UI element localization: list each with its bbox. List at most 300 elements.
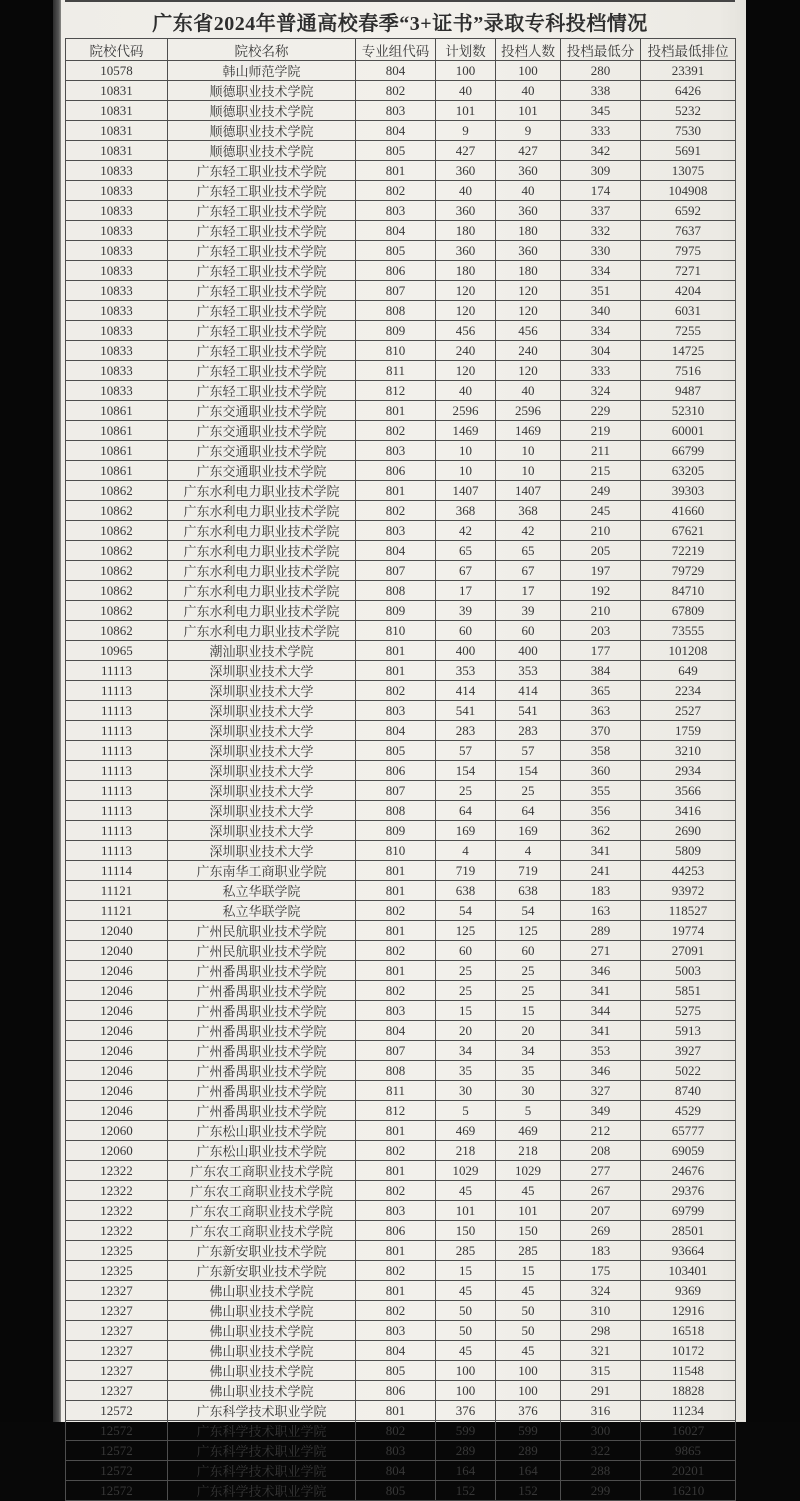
admission-score-table bbox=[65, 38, 736, 1501]
table-cell: 44253 bbox=[641, 861, 736, 881]
table-row bbox=[66, 261, 736, 281]
table-cell: 174 bbox=[561, 181, 641, 201]
table-cell: 1029 bbox=[496, 1161, 561, 1181]
table-cell: 72219 bbox=[641, 541, 736, 561]
table-cell: 5691 bbox=[641, 141, 736, 161]
table-cell: 368 bbox=[496, 501, 561, 521]
table-cell: 17 bbox=[496, 581, 561, 601]
table-cell: 5 bbox=[436, 1101, 496, 1121]
table-cell: 5003 bbox=[641, 961, 736, 981]
table-cell: 10965 bbox=[66, 641, 168, 661]
table-cell: 10172 bbox=[641, 1341, 736, 1361]
table-row bbox=[66, 1241, 736, 1261]
table-cell: 15 bbox=[496, 1261, 561, 1281]
table-cell: 30 bbox=[436, 1081, 496, 1101]
table-cell: 12046 bbox=[66, 1001, 168, 1021]
page-title: 广东省2024年普通高校春季“3+证书”录取专科投档情况 bbox=[152, 13, 648, 35]
table-cell: 806 bbox=[356, 461, 436, 481]
table-row bbox=[66, 321, 736, 341]
table-cell: 佛山职业技术学院 bbox=[168, 1381, 356, 1401]
table-cell: 315 bbox=[561, 1361, 641, 1381]
table-cell: 佛山职业技术学院 bbox=[168, 1341, 356, 1361]
table-cell: 40 bbox=[436, 81, 496, 101]
table-cell: 11113 bbox=[66, 781, 168, 801]
table-cell: 125 bbox=[496, 921, 561, 941]
table-cell: 广州民航职业技术学院 bbox=[168, 941, 356, 961]
table-cell: 65 bbox=[436, 541, 496, 561]
table-row bbox=[66, 1461, 736, 1481]
table-cell: 11121 bbox=[66, 881, 168, 901]
table-cell: 180 bbox=[436, 221, 496, 241]
table-cell: 广东交通职业技术学院 bbox=[168, 401, 356, 421]
table-cell: 803 bbox=[356, 441, 436, 461]
table-row bbox=[66, 441, 736, 461]
table-cell: 10833 bbox=[66, 361, 168, 381]
table-cell: 广东农工商职业技术学院 bbox=[168, 1221, 356, 1241]
table-cell: 广州民航职业技术学院 bbox=[168, 921, 356, 941]
table-cell: 360 bbox=[496, 241, 561, 261]
table-cell: 67809 bbox=[641, 601, 736, 621]
table-cell: 801 bbox=[356, 1161, 436, 1181]
table-cell: 20 bbox=[436, 1021, 496, 1041]
table-cell: 806 bbox=[356, 761, 436, 781]
table-cell: 7637 bbox=[641, 221, 736, 241]
table-cell: 164 bbox=[496, 1461, 561, 1481]
table-row bbox=[66, 1381, 736, 1401]
table-cell: 285 bbox=[496, 1241, 561, 1261]
table-cell: 803 bbox=[356, 1201, 436, 1221]
table-cell: 2234 bbox=[641, 681, 736, 701]
table-cell: 6426 bbox=[641, 81, 736, 101]
table-cell: 14725 bbox=[641, 341, 736, 361]
table-cell: 广东水利电力职业技术学院 bbox=[168, 501, 356, 521]
table-cell: 4 bbox=[436, 841, 496, 861]
table-cell: 809 bbox=[356, 821, 436, 841]
table-cell: 12322 bbox=[66, 1201, 168, 1221]
table-cell: 807 bbox=[356, 561, 436, 581]
table-cell: 25 bbox=[496, 981, 561, 1001]
table-cell: 广州番禺职业技术学院 bbox=[168, 1041, 356, 1061]
table-cell: 427 bbox=[496, 141, 561, 161]
table-cell: 100 bbox=[436, 1381, 496, 1401]
table-cell: 169 bbox=[496, 821, 561, 841]
table-row bbox=[66, 521, 736, 541]
table-cell: 广州番禺职业技术学院 bbox=[168, 1061, 356, 1081]
table-cell: 807 bbox=[356, 781, 436, 801]
table-cell: 广州番禺职业技术学院 bbox=[168, 1101, 356, 1121]
table-cell: 深圳职业技术大学 bbox=[168, 741, 356, 761]
table-row bbox=[66, 1481, 736, 1501]
table-cell: 309 bbox=[561, 161, 641, 181]
table-cell: 638 bbox=[496, 881, 561, 901]
table-cell: 12327 bbox=[66, 1281, 168, 1301]
table-cell: 34 bbox=[496, 1041, 561, 1061]
table-cell: 100 bbox=[436, 1361, 496, 1381]
table-cell: 183 bbox=[561, 881, 641, 901]
table-cell: 353 bbox=[561, 1041, 641, 1061]
table-cell: 175 bbox=[561, 1261, 641, 1281]
column-header: 投档人数 bbox=[496, 39, 561, 61]
table-cell: 广东交通职业技术学院 bbox=[168, 421, 356, 441]
table-cell: 801 bbox=[356, 1281, 436, 1301]
table-cell: 341 bbox=[561, 1021, 641, 1041]
table-cell: 1407 bbox=[496, 481, 561, 501]
table-cell: 12040 bbox=[66, 941, 168, 961]
cropped-row-border bbox=[65, 0, 735, 2]
table-cell: 10833 bbox=[66, 161, 168, 181]
table-cell: 360 bbox=[436, 201, 496, 221]
column-header: 院校名称 bbox=[168, 39, 356, 61]
table-row bbox=[66, 1401, 736, 1421]
table-cell: 10862 bbox=[66, 481, 168, 501]
table-cell: 197 bbox=[561, 561, 641, 581]
table-cell: 299 bbox=[561, 1481, 641, 1501]
table-cell: 208 bbox=[561, 1141, 641, 1161]
table-cell: 10 bbox=[496, 461, 561, 481]
table-cell: 163 bbox=[561, 901, 641, 921]
table-cell: 376 bbox=[496, 1401, 561, 1421]
table-cell: 120 bbox=[496, 281, 561, 301]
table-row bbox=[66, 601, 736, 621]
table-row bbox=[66, 141, 736, 161]
table-cell: 801 bbox=[356, 1121, 436, 1141]
table-cell: 60 bbox=[436, 941, 496, 961]
table-cell: 广东轻工职业技术学院 bbox=[168, 261, 356, 281]
table-cell: 10833 bbox=[66, 281, 168, 301]
table-cell: 65 bbox=[496, 541, 561, 561]
table-cell: 809 bbox=[356, 601, 436, 621]
table-row bbox=[66, 841, 736, 861]
table-cell: 365 bbox=[561, 681, 641, 701]
table-cell: 240 bbox=[436, 341, 496, 361]
table-cell: 414 bbox=[436, 681, 496, 701]
table-cell: 广东南华工商职业学院 bbox=[168, 861, 356, 881]
table-cell: 11113 bbox=[66, 801, 168, 821]
table-cell: 广东轻工职业技术学院 bbox=[168, 381, 356, 401]
table-cell: 12327 bbox=[66, 1361, 168, 1381]
table-cell: 289 bbox=[436, 1441, 496, 1461]
table-cell: 298 bbox=[561, 1321, 641, 1341]
table-cell: 100 bbox=[436, 61, 496, 81]
table-cell: 807 bbox=[356, 1041, 436, 1061]
table-row bbox=[66, 1121, 736, 1141]
table-cell: 60 bbox=[496, 941, 561, 961]
table-cell: 12572 bbox=[66, 1401, 168, 1421]
table-row bbox=[66, 1441, 736, 1461]
table-cell: 801 bbox=[356, 401, 436, 421]
table-cell: 广东轻工职业技术学院 bbox=[168, 281, 356, 301]
table-row bbox=[66, 461, 736, 481]
table-cell: 广东水利电力职业技术学院 bbox=[168, 621, 356, 641]
table-cell: 广东水利电力职业技术学院 bbox=[168, 601, 356, 621]
table-cell: 334 bbox=[561, 321, 641, 341]
table-cell: 54 bbox=[436, 901, 496, 921]
table-cell: 205 bbox=[561, 541, 641, 561]
table-cell: 9 bbox=[496, 121, 561, 141]
table-cell: 10 bbox=[436, 461, 496, 481]
table-cell: 804 bbox=[356, 1341, 436, 1361]
table-cell: 152 bbox=[496, 1481, 561, 1501]
table-cell: 310 bbox=[561, 1301, 641, 1321]
table-cell: 佛山职业技术学院 bbox=[168, 1361, 356, 1381]
table-cell: 806 bbox=[356, 261, 436, 281]
table-cell: 9865 bbox=[641, 1441, 736, 1461]
table-row bbox=[66, 1341, 736, 1361]
table-cell: 10578 bbox=[66, 61, 168, 81]
right-letterbox-bar bbox=[746, 0, 800, 1422]
table-cell: 192 bbox=[561, 581, 641, 601]
table-cell: 5809 bbox=[641, 841, 736, 861]
table-cell: 330 bbox=[561, 241, 641, 261]
table-cell: 10833 bbox=[66, 241, 168, 261]
table-cell: 218 bbox=[496, 1141, 561, 1161]
table-cell: 101 bbox=[436, 101, 496, 121]
table-cell: 104908 bbox=[641, 181, 736, 201]
table-cell: 25 bbox=[436, 981, 496, 1001]
table-cell: 180 bbox=[496, 221, 561, 241]
table-cell: 3927 bbox=[641, 1041, 736, 1061]
table-row bbox=[66, 941, 736, 961]
table-cell: 1029 bbox=[436, 1161, 496, 1181]
table-cell: 229 bbox=[561, 401, 641, 421]
table-cell: 101 bbox=[496, 101, 561, 121]
table-cell: 469 bbox=[436, 1121, 496, 1141]
table-cell: 11113 bbox=[66, 661, 168, 681]
table-row bbox=[66, 421, 736, 441]
table-cell: 45 bbox=[496, 1181, 561, 1201]
table-cell: 11114 bbox=[66, 861, 168, 881]
table-cell: 338 bbox=[561, 81, 641, 101]
table-cell: 5275 bbox=[641, 1001, 736, 1021]
table-cell: 10861 bbox=[66, 461, 168, 481]
table-cell: 5022 bbox=[641, 1061, 736, 1081]
table-row bbox=[66, 341, 736, 361]
table-row bbox=[66, 1081, 736, 1101]
table-cell: 7975 bbox=[641, 241, 736, 261]
table-cell: 804 bbox=[356, 721, 436, 741]
table-cell: 25 bbox=[496, 781, 561, 801]
document-photo bbox=[61, 0, 746, 1499]
table-cell: 65777 bbox=[641, 1121, 736, 1141]
table-cell: 10862 bbox=[66, 561, 168, 581]
table-cell: 15 bbox=[496, 1001, 561, 1021]
table-cell: 120 bbox=[496, 361, 561, 381]
table-cell: 360 bbox=[496, 161, 561, 181]
table-cell: 广东科学技术职业学院 bbox=[168, 1441, 356, 1461]
table-cell: 355 bbox=[561, 781, 641, 801]
table-cell: 40 bbox=[436, 381, 496, 401]
table-cell: 101208 bbox=[641, 641, 736, 661]
table-cell: 802 bbox=[356, 901, 436, 921]
table-cell: 805 bbox=[356, 241, 436, 261]
table-cell: 广东新安职业技术学院 bbox=[168, 1241, 356, 1261]
table-cell: 广东交通职业技术学院 bbox=[168, 441, 356, 461]
table-row bbox=[66, 541, 736, 561]
table-cell: 30 bbox=[496, 1081, 561, 1101]
table-cell: 346 bbox=[561, 961, 641, 981]
table-cell: 12322 bbox=[66, 1181, 168, 1201]
table-cell: 804 bbox=[356, 1021, 436, 1041]
table-cell: 456 bbox=[436, 321, 496, 341]
table-cell: 29376 bbox=[641, 1181, 736, 1201]
table-cell: 345 bbox=[561, 101, 641, 121]
table-cell: 34 bbox=[436, 1041, 496, 1061]
table-cell: 广东轻工职业技术学院 bbox=[168, 181, 356, 201]
table-cell: 210 bbox=[561, 521, 641, 541]
table-cell: 广东松山职业技术学院 bbox=[168, 1121, 356, 1141]
table-cell: 40 bbox=[496, 381, 561, 401]
table-cell: 60 bbox=[496, 621, 561, 641]
table-row bbox=[66, 1221, 736, 1241]
table-row bbox=[66, 501, 736, 521]
table-cell: 66799 bbox=[641, 441, 736, 461]
table-cell: 802 bbox=[356, 501, 436, 521]
table-row bbox=[66, 761, 736, 781]
table-cell: 291 bbox=[561, 1381, 641, 1401]
table-cell: 10833 bbox=[66, 201, 168, 221]
table-cell: 广东轻工职业技术学院 bbox=[168, 341, 356, 361]
table-row bbox=[66, 1021, 736, 1041]
table-cell: 376 bbox=[436, 1401, 496, 1421]
table-cell: 广东轻工职业技术学院 bbox=[168, 301, 356, 321]
table-cell: 广东轻工职业技术学院 bbox=[168, 321, 356, 341]
paper-left-edge bbox=[53, 0, 61, 1422]
table-row bbox=[66, 861, 736, 881]
table-cell: 69799 bbox=[641, 1201, 736, 1221]
table-cell: 356 bbox=[561, 801, 641, 821]
table-cell: 广东农工商职业技术学院 bbox=[168, 1201, 356, 1221]
table-cell: 370 bbox=[561, 721, 641, 741]
table-cell: 64 bbox=[436, 801, 496, 821]
table-row bbox=[66, 621, 736, 641]
table-cell: 177 bbox=[561, 641, 641, 661]
table-cell: 深圳职业技术大学 bbox=[168, 681, 356, 701]
table-cell: 10862 bbox=[66, 601, 168, 621]
table-cell: 12046 bbox=[66, 1021, 168, 1041]
table-cell: 35 bbox=[436, 1061, 496, 1081]
table-cell: 39 bbox=[496, 601, 561, 621]
table-cell: 321 bbox=[561, 1341, 641, 1361]
table-cell: 10833 bbox=[66, 381, 168, 401]
table-cell: 93664 bbox=[641, 1241, 736, 1261]
table-cell: 广东水利电力职业技术学院 bbox=[168, 541, 356, 561]
table-cell: 20201 bbox=[641, 1461, 736, 1481]
table-cell: 801 bbox=[356, 861, 436, 881]
table-header-row bbox=[66, 39, 736, 61]
table-cell: 28501 bbox=[641, 1221, 736, 1241]
table-cell: 271 bbox=[561, 941, 641, 961]
table-cell: 805 bbox=[356, 1481, 436, 1501]
table-cell: 25 bbox=[436, 961, 496, 981]
table-row bbox=[66, 1421, 736, 1441]
table-cell: 广东轻工职业技术学院 bbox=[168, 241, 356, 261]
table-cell: 802 bbox=[356, 981, 436, 1001]
table-cell: 212 bbox=[561, 1121, 641, 1141]
table-cell: 9487 bbox=[641, 381, 736, 401]
column-header: 专业组代码 bbox=[356, 39, 436, 61]
table-cell: 11113 bbox=[66, 841, 168, 861]
table-cell: 811 bbox=[356, 1081, 436, 1101]
table-cell: 11113 bbox=[66, 721, 168, 741]
table-cell: 广东农工商职业技术学院 bbox=[168, 1181, 356, 1201]
table-cell: 5913 bbox=[641, 1021, 736, 1041]
table-cell: 363 bbox=[561, 701, 641, 721]
table-cell: 7255 bbox=[641, 321, 736, 341]
table-cell: 804 bbox=[356, 221, 436, 241]
table-cell: 10833 bbox=[66, 261, 168, 281]
table-cell: 719 bbox=[496, 861, 561, 881]
table-cell: 2596 bbox=[436, 401, 496, 421]
table-cell: 深圳职业技术大学 bbox=[168, 761, 356, 781]
table-cell: 152 bbox=[436, 1481, 496, 1501]
table-cell: 802 bbox=[356, 181, 436, 201]
table-row bbox=[66, 641, 736, 661]
table-row bbox=[66, 1161, 736, 1181]
table-cell: 806 bbox=[356, 1381, 436, 1401]
table-cell: 64 bbox=[496, 801, 561, 821]
table-row bbox=[66, 961, 736, 981]
table-cell: 67621 bbox=[641, 521, 736, 541]
table-cell: 103401 bbox=[641, 1261, 736, 1281]
table-cell: 353 bbox=[496, 661, 561, 681]
table-cell: 806 bbox=[356, 1221, 436, 1241]
table-cell: 13075 bbox=[641, 161, 736, 181]
table-cell: 541 bbox=[436, 701, 496, 721]
table-cell: 10 bbox=[436, 441, 496, 461]
table-cell: 1759 bbox=[641, 721, 736, 741]
table-cell: 456 bbox=[496, 321, 561, 341]
table-cell: 344 bbox=[561, 1001, 641, 1021]
table-cell: 802 bbox=[356, 1421, 436, 1441]
table-cell: 6592 bbox=[641, 201, 736, 221]
table-cell: 803 bbox=[356, 1441, 436, 1461]
table-cell: 810 bbox=[356, 341, 436, 361]
table-row bbox=[66, 701, 736, 721]
table-cell: 801 bbox=[356, 661, 436, 681]
table-cell: 12325 bbox=[66, 1261, 168, 1281]
table-row bbox=[66, 781, 736, 801]
table-cell: 私立华联学院 bbox=[168, 901, 356, 921]
table-cell: 广东水利电力职业技术学院 bbox=[168, 481, 356, 501]
table-cell: 414 bbox=[496, 681, 561, 701]
table-cell: 807 bbox=[356, 281, 436, 301]
table-cell: 346 bbox=[561, 1061, 641, 1081]
table-cell: 3566 bbox=[641, 781, 736, 801]
table-cell: 12327 bbox=[66, 1301, 168, 1321]
table-cell: 332 bbox=[561, 221, 641, 241]
table-cell: 804 bbox=[356, 1461, 436, 1481]
table-cell: 12327 bbox=[66, 1341, 168, 1361]
table-cell: 深圳职业技术大学 bbox=[168, 661, 356, 681]
table-cell: 深圳职业技术大学 bbox=[168, 821, 356, 841]
table-cell: 广东科学技术职业学院 bbox=[168, 1481, 356, 1501]
table-cell: 340 bbox=[561, 301, 641, 321]
table-cell: 顺德职业技术学院 bbox=[168, 101, 356, 121]
table-cell: 60 bbox=[436, 621, 496, 641]
table-cell: 45 bbox=[436, 1281, 496, 1301]
table-cell: 私立华联学院 bbox=[168, 881, 356, 901]
table-cell: 45 bbox=[436, 1341, 496, 1361]
table-cell: 150 bbox=[496, 1221, 561, 1241]
table-cell: 7271 bbox=[641, 261, 736, 281]
table-row bbox=[66, 61, 736, 81]
table-cell: 深圳职业技术大学 bbox=[168, 781, 356, 801]
table-cell: 802 bbox=[356, 1141, 436, 1161]
table-cell: 79729 bbox=[641, 561, 736, 581]
table-cell: 322 bbox=[561, 1441, 641, 1461]
table-cell: 广东轻工职业技术学院 bbox=[168, 361, 356, 381]
table-cell: 120 bbox=[496, 301, 561, 321]
